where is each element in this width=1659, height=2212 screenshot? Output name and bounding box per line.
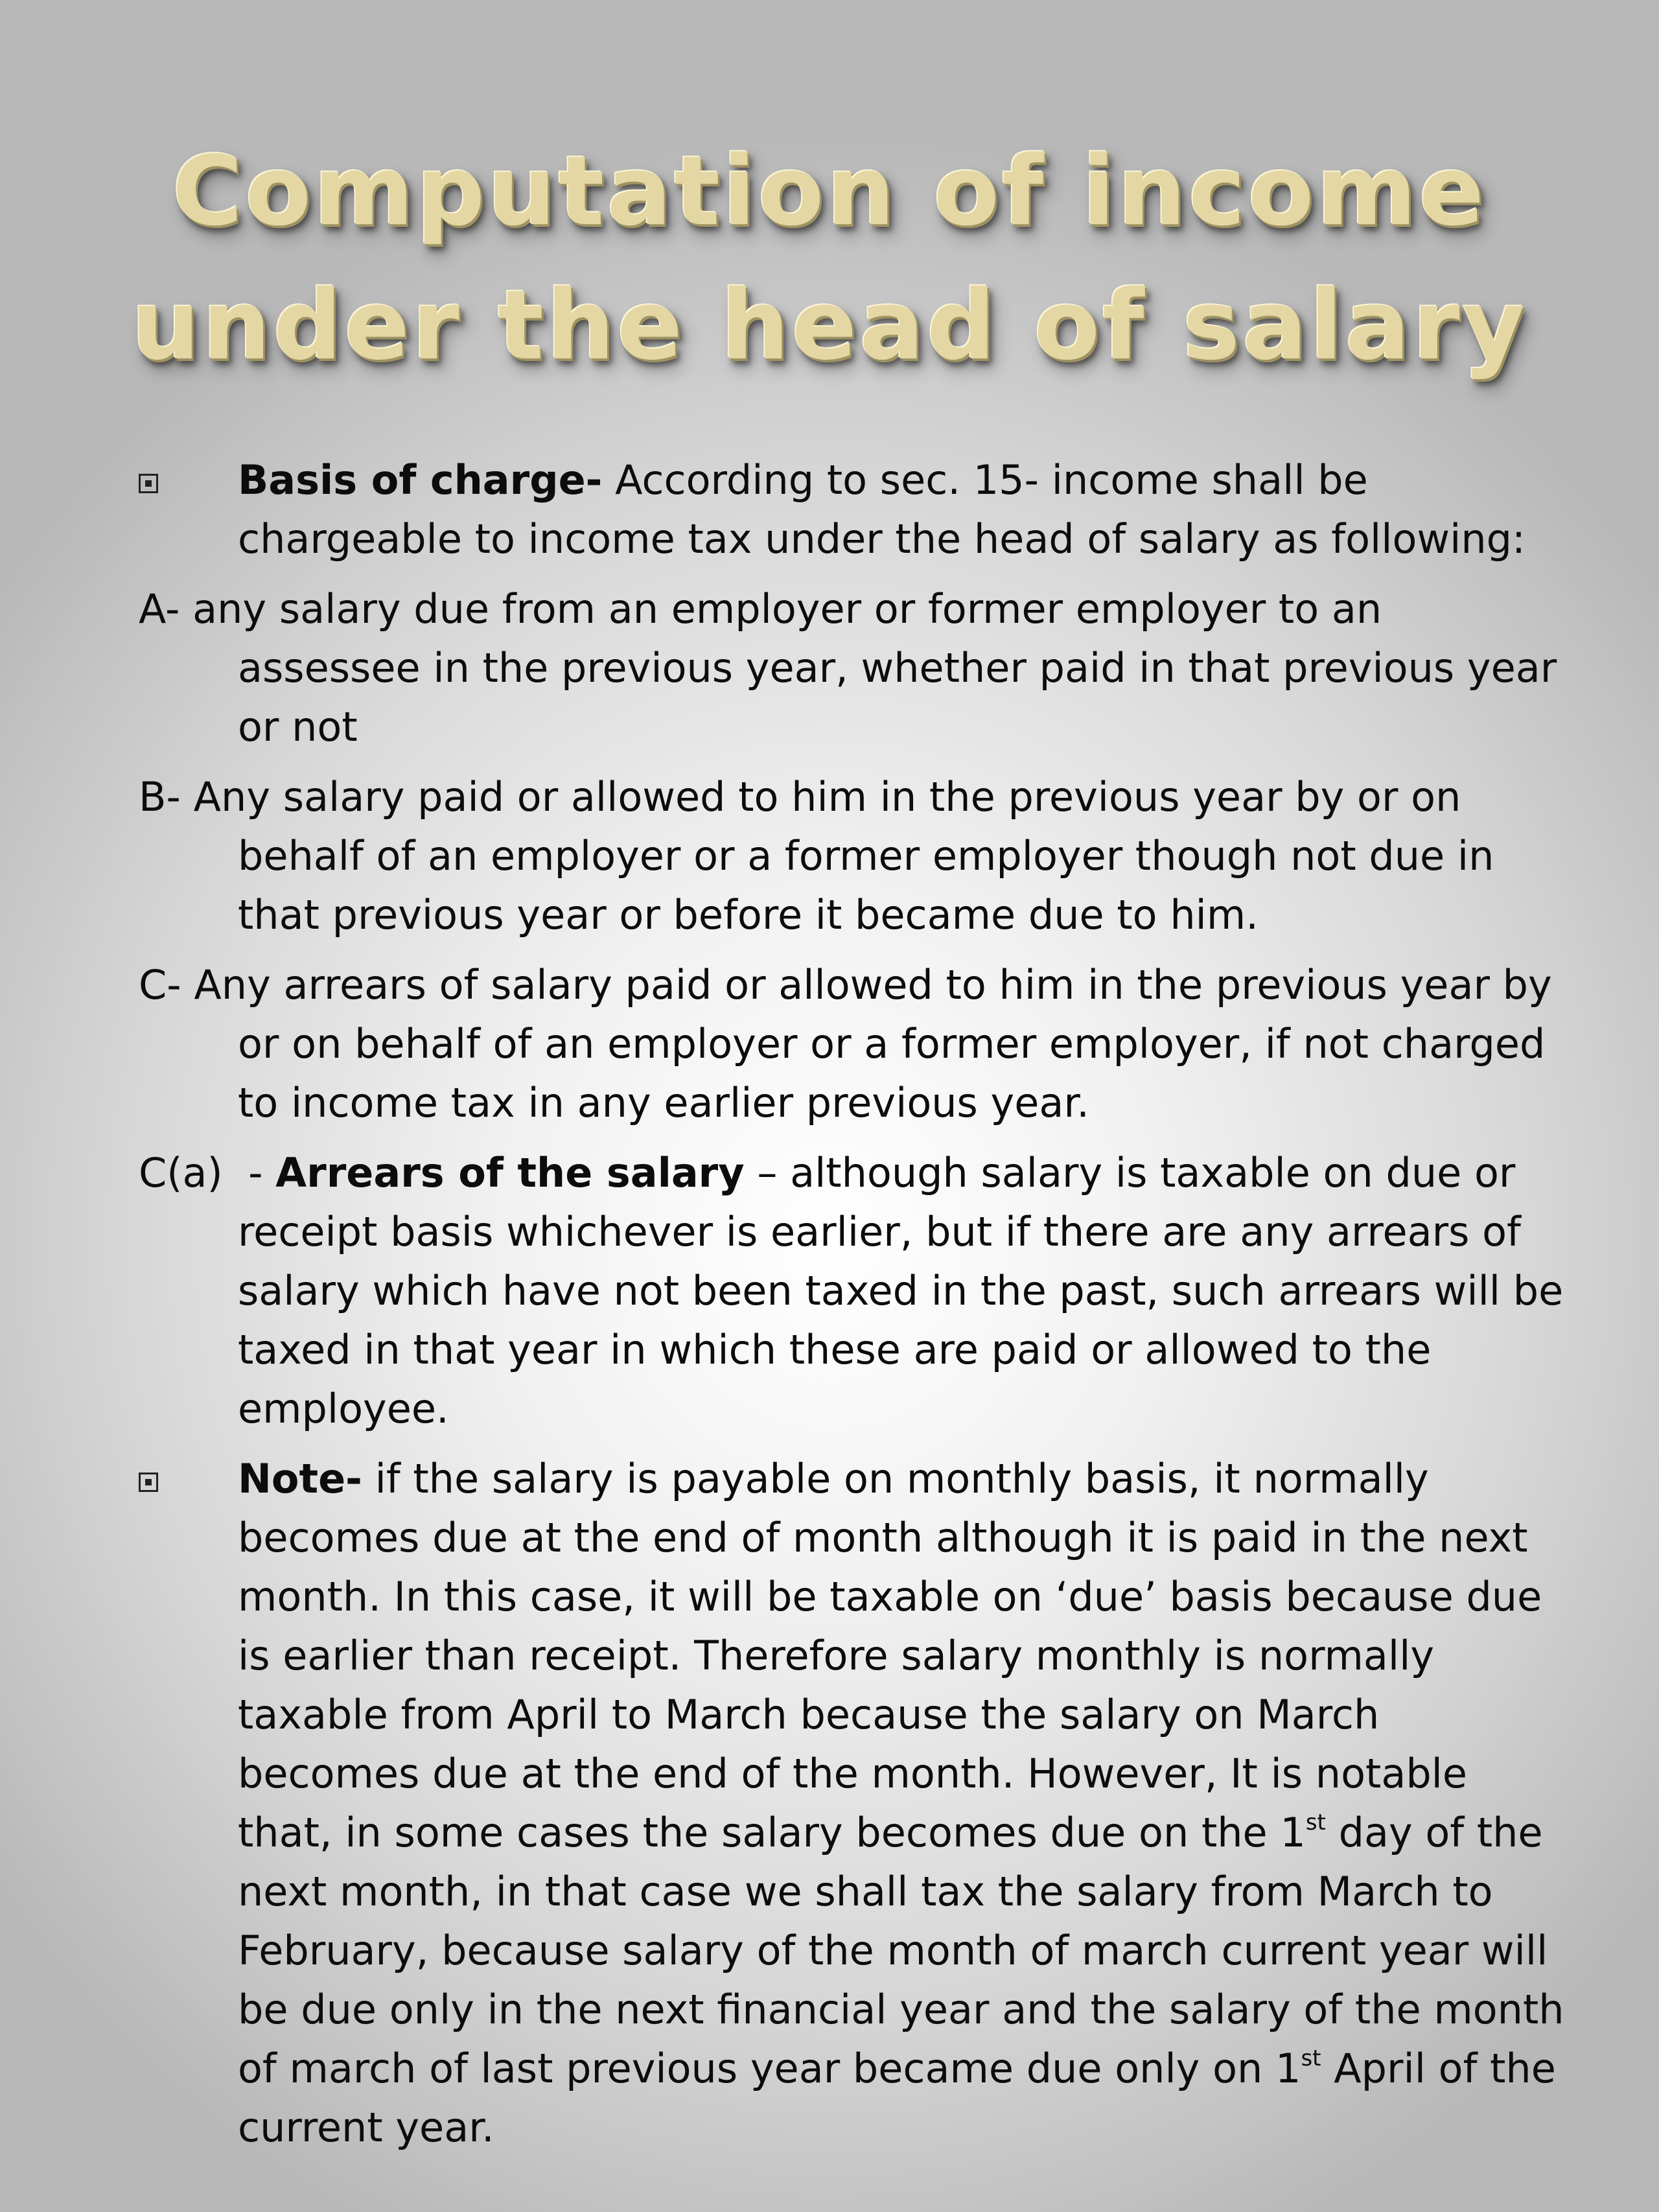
ordinal-suffix-2: st xyxy=(1301,2045,1321,2071)
point-a-paragraph xyxy=(139,579,1564,756)
note-text-2: day of the next month, in that case we shall tax the salary from March to February, because salary of the month of march current year will be due only in the next financial year and the salary of the month of march of last previous year became due only on 1 xyxy=(238,1809,1564,2092)
point-ca-paragraph xyxy=(139,1143,1564,1438)
basis-text: According to sec. 15- income shall be chargeable to income tax under the head of salary as following: xyxy=(238,456,1526,563)
note-text-3: April of the current year. xyxy=(238,2045,1556,2151)
point-b-text: Any salary paid or allowed to him in the previous year by or on behalf of an employer or a former employer though not due in that previous year or before it became due to him. xyxy=(193,773,1494,938)
note-paragraph xyxy=(139,1449,1564,2157)
note-text-1: if the salary is payable on monthly basis, it normally becomes due at the end of month although it is paid in the next month. In this case, it will be taxable on ‘due’ basis because due is earlier than receipt. Therefore salary monthly is normally taxable from April to March because the salary on March becomes due at the end of the month. However, It is notable that, in some cases the salary becomes due on the 1 xyxy=(238,1455,1542,1856)
point-a-text: any salary due from an employer or former employer to an assessee in the previous year, whether paid in that previous year or not xyxy=(192,585,1557,751)
point-b-label: B- xyxy=(139,773,194,821)
title-line-1: Computation of income xyxy=(172,135,1487,247)
square-bullet-icon xyxy=(139,474,158,493)
basis-heading: Basis of charge- xyxy=(238,456,603,504)
title-line-2: under the head of salary xyxy=(131,270,1528,381)
slide-title xyxy=(0,124,1659,393)
point-b-paragraph xyxy=(139,767,1564,944)
point-ca-text: – although salary is taxable on due or receipt basis whichever is earlier, but if there are any arrears of salary which have not been taxed in the past, such arrears will be taxed in that year in which these are paid or allowed to the employee. xyxy=(238,1149,1564,1432)
point-a-label: A- xyxy=(139,585,193,633)
point-c-paragraph xyxy=(139,955,1564,1132)
slide-body xyxy=(139,450,1564,2168)
square-bullet-icon xyxy=(139,1473,158,1492)
point-ca-label: C(a) - xyxy=(139,1149,276,1196)
point-c-label: C- xyxy=(139,961,194,1008)
point-ca-heading: Arrears of the salary xyxy=(275,1149,745,1196)
basis-of-charge-paragraph xyxy=(139,450,1564,568)
ordinal-suffix-1: st xyxy=(1305,1810,1326,1835)
note-heading: Note- xyxy=(238,1455,362,1502)
point-c-text: Any arrears of salary paid or allowed to him in the previous year by or on behalf of an employer or a former employer, if not charged to income tax in any earlier previous year. xyxy=(194,961,1552,1126)
